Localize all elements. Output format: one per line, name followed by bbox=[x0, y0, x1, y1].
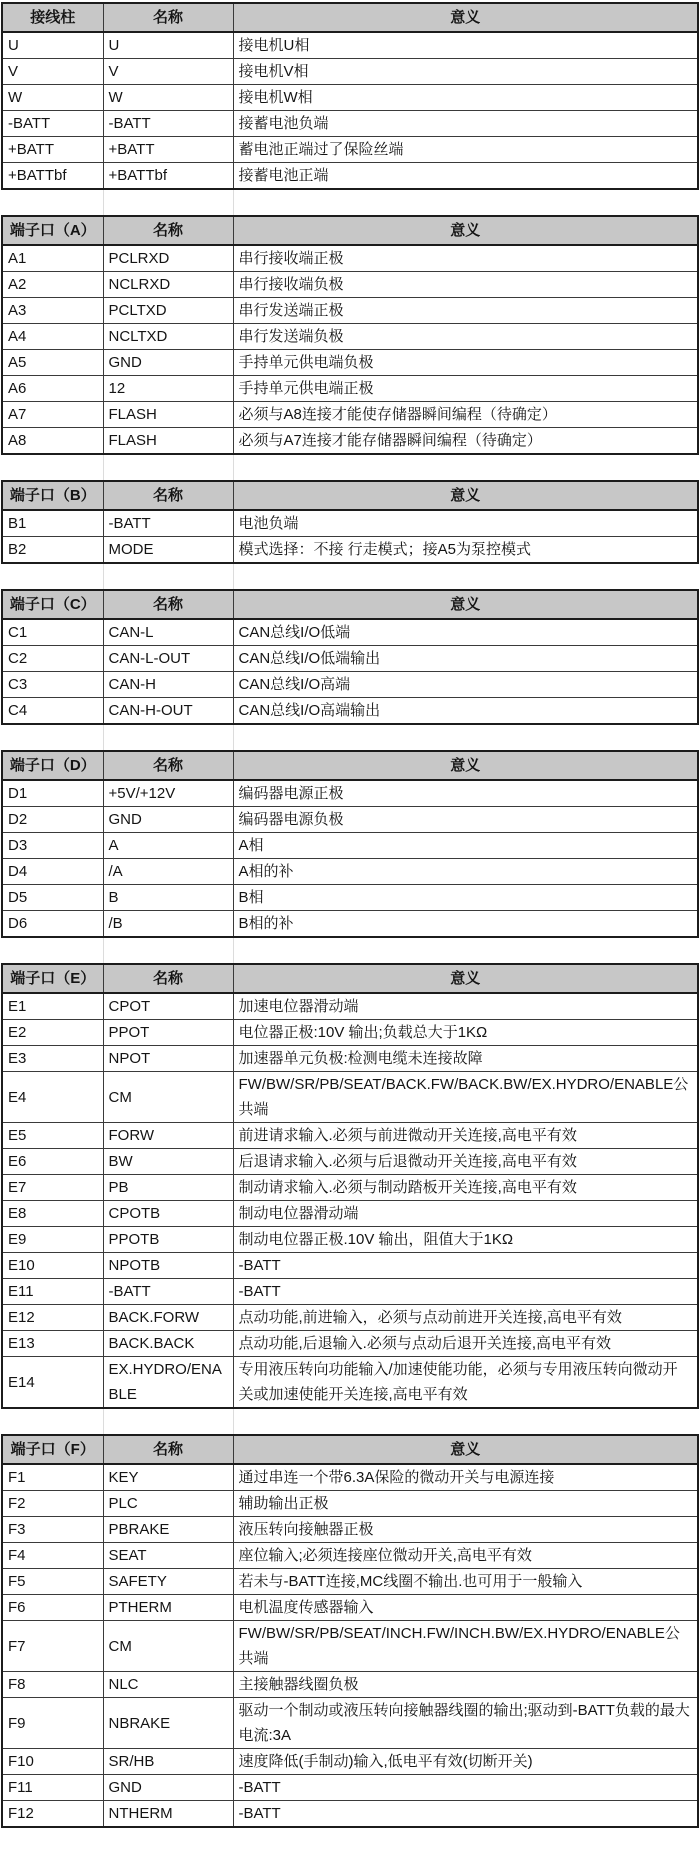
cell-meaning: 主接触器线圈负极 bbox=[233, 1672, 698, 1698]
cell-name: PPOT bbox=[103, 1020, 233, 1046]
cell-meaning: CAN总线I/O高端输出 bbox=[233, 698, 698, 725]
cell-name: +BATT bbox=[103, 137, 233, 163]
cell-meaning: 座位输入;必须连接座位微动开关,高电平有效 bbox=[233, 1543, 698, 1569]
cell-name: CPOTB bbox=[103, 1201, 233, 1227]
cell-pin: F6 bbox=[2, 1595, 103, 1621]
cell-name: NBRAKE bbox=[103, 1698, 233, 1749]
cell-meaning: 电位器正极:10V 输出;负载总大于1KΩ bbox=[233, 1020, 698, 1046]
pin-table-port-d bbox=[1, 750, 699, 938]
header-cell-meaning: 意义 bbox=[233, 1435, 698, 1464]
cell-name: NLC bbox=[103, 1672, 233, 1698]
table-row bbox=[2, 672, 698, 698]
table-row bbox=[2, 1175, 698, 1201]
table-row bbox=[2, 1123, 698, 1149]
cell-name: PPOTB bbox=[103, 1227, 233, 1253]
cell-meaning: 制动电位器正极.10V 输出，阻值大于1KΩ bbox=[233, 1227, 698, 1253]
cell-meaning: 电机温度传感器输入 bbox=[233, 1595, 698, 1621]
table-row bbox=[2, 1698, 698, 1749]
table-row bbox=[2, 807, 698, 833]
cell-meaning: 手持单元供电端负极 bbox=[233, 350, 698, 376]
cell-meaning: -BATT bbox=[233, 1253, 698, 1279]
cell-pin: F5 bbox=[2, 1569, 103, 1595]
cell-pin: A8 bbox=[2, 428, 103, 455]
cell-meaning: FW/BW/SR/PB/SEAT/BACK.FW/BACK.BW/EX.HYDRO/ENABLE公共端 bbox=[233, 1072, 698, 1123]
table-row bbox=[2, 646, 698, 672]
header-cell-meaning: 意义 bbox=[233, 481, 698, 510]
pin-table-port-e bbox=[1, 963, 699, 1409]
cell-meaning: FW/BW/SR/PB/SEAT/INCH.FW/INCH.BW/EX.HYDRO/ENABLE公共端 bbox=[233, 1621, 698, 1672]
header-cell-meaning: 意义 bbox=[233, 216, 698, 245]
cell-pin: A1 bbox=[2, 245, 103, 272]
cell-name: KEY bbox=[103, 1464, 233, 1491]
cell-pin: A4 bbox=[2, 324, 103, 350]
cell-pin: F7 bbox=[2, 1621, 103, 1672]
cell-name: MODE bbox=[103, 537, 233, 564]
table-row bbox=[2, 1357, 698, 1409]
cell-pin: E5 bbox=[2, 1123, 103, 1149]
cell-pin: B1 bbox=[2, 510, 103, 537]
cell-name: EX.HYDRO/ENABLE bbox=[103, 1357, 233, 1409]
cell-name: NTHERM bbox=[103, 1801, 233, 1828]
cell-meaning: 必须与A7连接才能存储器瞬间编程（待确定） bbox=[233, 428, 698, 455]
cell-meaning: 接蓄电池负端 bbox=[233, 111, 698, 137]
cell-pin: E4 bbox=[2, 1072, 103, 1123]
cell-name: GND bbox=[103, 807, 233, 833]
cell-name: SEAT bbox=[103, 1543, 233, 1569]
header-cell-name: 名称 bbox=[103, 3, 233, 32]
cell-meaning: 通过串连一个带6.3A保险的微动开关与电源连接 bbox=[233, 1464, 698, 1491]
table-row bbox=[2, 911, 698, 938]
pin-table-port-f bbox=[1, 1434, 699, 1828]
cell-name: PLC bbox=[103, 1491, 233, 1517]
cell-name: -BATT bbox=[103, 510, 233, 537]
gap-gridline bbox=[103, 455, 104, 480]
table-row bbox=[2, 85, 698, 111]
cell-name: CAN-H-OUT bbox=[103, 698, 233, 725]
cell-name: FORW bbox=[103, 1123, 233, 1149]
header-cell-port: 端子口（C） bbox=[2, 590, 103, 619]
cell-meaning: 必须与A8连接才能使存储器瞬间编程（待确定） bbox=[233, 402, 698, 428]
cell-meaning: 专用液压转向功能输入/加速使能功能，必须与专用液压转向微动开关或加速使能开关连接,高电平有效 bbox=[233, 1357, 698, 1409]
cell-pin: E7 bbox=[2, 1175, 103, 1201]
table-row bbox=[2, 350, 698, 376]
table-row bbox=[2, 163, 698, 190]
table-row bbox=[2, 1672, 698, 1698]
pin-table-port-a bbox=[1, 215, 699, 455]
gap-gridline bbox=[233, 564, 234, 589]
table-row bbox=[2, 1046, 698, 1072]
cell-name: -BATT bbox=[103, 1279, 233, 1305]
cell-pin: E9 bbox=[2, 1227, 103, 1253]
table-row bbox=[2, 298, 698, 324]
gap-gridline bbox=[233, 455, 234, 480]
cell-pin: F2 bbox=[2, 1491, 103, 1517]
cell-meaning: -BATT bbox=[233, 1801, 698, 1828]
cell-pin: C1 bbox=[2, 619, 103, 646]
cell-name: NPOTB bbox=[103, 1253, 233, 1279]
cell-pin: D6 bbox=[2, 911, 103, 938]
cell-pin: F12 bbox=[2, 1801, 103, 1828]
cell-meaning: 辅助输出正极 bbox=[233, 1491, 698, 1517]
cell-pin: A5 bbox=[2, 350, 103, 376]
cell-pin: E10 bbox=[2, 1253, 103, 1279]
table-row bbox=[2, 1305, 698, 1331]
table-row bbox=[2, 32, 698, 59]
table-row bbox=[2, 698, 698, 725]
cell-meaning: B相的补 bbox=[233, 911, 698, 938]
cell-name: PTHERM bbox=[103, 1595, 233, 1621]
header-row bbox=[2, 216, 698, 245]
gap-gridline bbox=[233, 938, 234, 963]
cell-pin: E2 bbox=[2, 1020, 103, 1046]
table-gap bbox=[1, 725, 699, 750]
header-cell-meaning: 意义 bbox=[233, 964, 698, 993]
gap-gridline bbox=[103, 725, 104, 750]
cell-name: SR/HB bbox=[103, 1749, 233, 1775]
header-row bbox=[2, 481, 698, 510]
table-row bbox=[2, 619, 698, 646]
cell-meaning: 接蓄电池正端 bbox=[233, 163, 698, 190]
cell-pin: D5 bbox=[2, 885, 103, 911]
cell-name: BACK.FORW bbox=[103, 1305, 233, 1331]
cell-pin: A7 bbox=[2, 402, 103, 428]
cell-name: PB bbox=[103, 1175, 233, 1201]
cell-meaning: 点动功能,前进输入，必须与点动前进开关连接,高电平有效 bbox=[233, 1305, 698, 1331]
cell-meaning: 电池负端 bbox=[233, 510, 698, 537]
cell-meaning: A相 bbox=[233, 833, 698, 859]
table-gap bbox=[1, 455, 699, 480]
cell-meaning: 液压转向接触器正极 bbox=[233, 1517, 698, 1543]
cell-meaning: 编码器电源负极 bbox=[233, 807, 698, 833]
table-row bbox=[2, 272, 698, 298]
cell-pin: F9 bbox=[2, 1698, 103, 1749]
cell-name: +BATTbf bbox=[103, 163, 233, 190]
cell-pin: E12 bbox=[2, 1305, 103, 1331]
header-row bbox=[2, 964, 698, 993]
cell-name: +5V/+12V bbox=[103, 780, 233, 807]
cell-meaning: 编码器电源正极 bbox=[233, 780, 698, 807]
table-row bbox=[2, 1569, 698, 1595]
cell-name: /A bbox=[103, 859, 233, 885]
cell-pin: F10 bbox=[2, 1749, 103, 1775]
header-cell-meaning: 意义 bbox=[233, 3, 698, 32]
cell-meaning: 蓄电池正端过了保险丝端 bbox=[233, 137, 698, 163]
cell-pin: E11 bbox=[2, 1279, 103, 1305]
cell-meaning: 制动电位器滑动端 bbox=[233, 1201, 698, 1227]
table-row bbox=[2, 1464, 698, 1491]
table-row bbox=[2, 137, 698, 163]
table-row bbox=[2, 537, 698, 564]
header-cell-name: 名称 bbox=[103, 216, 233, 245]
cell-name: NCLTXD bbox=[103, 324, 233, 350]
cell-meaning: CAN总线I/O低端 bbox=[233, 619, 698, 646]
table-row bbox=[2, 1331, 698, 1357]
table-gap bbox=[1, 564, 699, 589]
header-cell-port: 端子口（D） bbox=[2, 751, 103, 780]
pin-table-port-b bbox=[1, 480, 699, 564]
cell-meaning: 串行发送端正极 bbox=[233, 298, 698, 324]
table-row bbox=[2, 1517, 698, 1543]
cell-name: NPOT bbox=[103, 1046, 233, 1072]
header-cell-port: 端子口（F） bbox=[2, 1435, 103, 1464]
cell-meaning: 串行接收端正极 bbox=[233, 245, 698, 272]
cell-pin: F11 bbox=[2, 1775, 103, 1801]
cell-meaning: 串行接收端负极 bbox=[233, 272, 698, 298]
cell-pin: E1 bbox=[2, 993, 103, 1020]
cell-name: CAN-L-OUT bbox=[103, 646, 233, 672]
cell-meaning: 接电机W相 bbox=[233, 85, 698, 111]
table-row bbox=[2, 510, 698, 537]
cell-pin: E8 bbox=[2, 1201, 103, 1227]
table-row bbox=[2, 111, 698, 137]
cell-meaning: CAN总线I/O高端 bbox=[233, 672, 698, 698]
cell-name: NCLRXD bbox=[103, 272, 233, 298]
cell-name: CM bbox=[103, 1072, 233, 1123]
table-row bbox=[2, 1201, 698, 1227]
cell-meaning: 若未与-BATT连接,MC线圈不输出.也可用于一般输入 bbox=[233, 1569, 698, 1595]
table-row bbox=[2, 376, 698, 402]
cell-pin: U bbox=[2, 32, 103, 59]
cell-pin: F3 bbox=[2, 1517, 103, 1543]
table-row bbox=[2, 859, 698, 885]
table-row bbox=[2, 1253, 698, 1279]
table-row bbox=[2, 59, 698, 85]
gap-gridline bbox=[233, 190, 234, 215]
cell-pin: B2 bbox=[2, 537, 103, 564]
table-row bbox=[2, 1621, 698, 1672]
cell-meaning: 接电机U相 bbox=[233, 32, 698, 59]
header-cell-port: 端子口（B） bbox=[2, 481, 103, 510]
gap-gridline bbox=[103, 190, 104, 215]
cell-name: -BATT bbox=[103, 111, 233, 137]
cell-name: CAN-H bbox=[103, 672, 233, 698]
cell-pin: D3 bbox=[2, 833, 103, 859]
cell-pin: E14 bbox=[2, 1357, 103, 1409]
cell-pin: A2 bbox=[2, 272, 103, 298]
cell-meaning: CAN总线I/O低端输出 bbox=[233, 646, 698, 672]
table-row bbox=[2, 245, 698, 272]
table-row bbox=[2, 780, 698, 807]
cell-name: CM bbox=[103, 1621, 233, 1672]
cell-pin: D1 bbox=[2, 780, 103, 807]
cell-name: U bbox=[103, 32, 233, 59]
cell-name: CPOT bbox=[103, 993, 233, 1020]
table-row bbox=[2, 1227, 698, 1253]
table-gap bbox=[1, 1409, 699, 1434]
cell-pin: +BATTbf bbox=[2, 163, 103, 190]
cell-name: SAFETY bbox=[103, 1569, 233, 1595]
gap-gridline bbox=[103, 938, 104, 963]
table-row bbox=[2, 1749, 698, 1775]
cell-name: BW bbox=[103, 1149, 233, 1175]
cell-name: BACK.BACK bbox=[103, 1331, 233, 1357]
cell-pin: A6 bbox=[2, 376, 103, 402]
header-row bbox=[2, 1435, 698, 1464]
cell-meaning: 加速器单元负极:检测电缆未连接故障 bbox=[233, 1046, 698, 1072]
cell-meaning: 制动请求输入.必须与制动踏板开关连接,高电平有效 bbox=[233, 1175, 698, 1201]
cell-pin: V bbox=[2, 59, 103, 85]
cell-meaning: 串行发送端负极 bbox=[233, 324, 698, 350]
cell-meaning: 驱动一个制动或液压转向接触器线圈的输出;驱动到-BATT负载的最大电流:3A bbox=[233, 1698, 698, 1749]
table-row bbox=[2, 1543, 698, 1569]
table-row bbox=[2, 1775, 698, 1801]
cell-pin: D2 bbox=[2, 807, 103, 833]
cell-name: FLASH bbox=[103, 402, 233, 428]
cell-meaning: A相的补 bbox=[233, 859, 698, 885]
cell-pin: C2 bbox=[2, 646, 103, 672]
cell-meaning: 前进请求输入.必须与前进微动开关连接,高电平有效 bbox=[233, 1123, 698, 1149]
table-row bbox=[2, 324, 698, 350]
table-gap bbox=[1, 190, 699, 215]
cell-pin: +BATT bbox=[2, 137, 103, 163]
cell-meaning: 速度降低(手制动)输入,低电平有效(切断开关) bbox=[233, 1749, 698, 1775]
table-row bbox=[2, 1801, 698, 1828]
table-row bbox=[2, 1020, 698, 1046]
cell-name: A bbox=[103, 833, 233, 859]
table-gap bbox=[1, 938, 699, 963]
gap-gridline bbox=[103, 1409, 104, 1434]
cell-meaning: B相 bbox=[233, 885, 698, 911]
cell-meaning: -BATT bbox=[233, 1279, 698, 1305]
cell-name: W bbox=[103, 85, 233, 111]
cell-name: FLASH bbox=[103, 428, 233, 455]
header-row bbox=[2, 751, 698, 780]
cell-name: 12 bbox=[103, 376, 233, 402]
header-cell-name: 名称 bbox=[103, 590, 233, 619]
cell-pin: F1 bbox=[2, 1464, 103, 1491]
cell-meaning: 点动功能,后退输入.必须与点动后退开关连接,高电平有效 bbox=[233, 1331, 698, 1357]
table-row bbox=[2, 1491, 698, 1517]
cell-name: B bbox=[103, 885, 233, 911]
cell-name: /B bbox=[103, 911, 233, 938]
cell-pin: A3 bbox=[2, 298, 103, 324]
cell-pin: -BATT bbox=[2, 111, 103, 137]
cell-name: GND bbox=[103, 1775, 233, 1801]
cell-pin: W bbox=[2, 85, 103, 111]
header-cell-port: 端子口（A） bbox=[2, 216, 103, 245]
cell-meaning: 接电机V相 bbox=[233, 59, 698, 85]
table-row bbox=[2, 428, 698, 455]
header-cell-name: 名称 bbox=[103, 964, 233, 993]
cell-name: GND bbox=[103, 350, 233, 376]
cell-meaning: 模式选择：不接 行走模式；接A5为泵控模式 bbox=[233, 537, 698, 564]
header-cell-meaning: 意义 bbox=[233, 751, 698, 780]
pin-table-terminal-posts bbox=[1, 2, 699, 190]
cell-meaning: 加速电位器滑动端 bbox=[233, 993, 698, 1020]
cell-pin: C3 bbox=[2, 672, 103, 698]
cell-pin: F8 bbox=[2, 1672, 103, 1698]
header-cell-port: 端子口（E） bbox=[2, 964, 103, 993]
cell-pin: E13 bbox=[2, 1331, 103, 1357]
cell-pin: E3 bbox=[2, 1046, 103, 1072]
gap-gridline bbox=[233, 1409, 234, 1434]
cell-pin: D4 bbox=[2, 859, 103, 885]
cell-name: PCLRXD bbox=[103, 245, 233, 272]
cell-name: V bbox=[103, 59, 233, 85]
cell-name: CAN-L bbox=[103, 619, 233, 646]
table-row bbox=[2, 1072, 698, 1123]
gap-gridline bbox=[103, 564, 104, 589]
table-row bbox=[2, 1149, 698, 1175]
cell-pin: F4 bbox=[2, 1543, 103, 1569]
header-row bbox=[2, 590, 698, 619]
table-row bbox=[2, 402, 698, 428]
header-cell-name: 名称 bbox=[103, 751, 233, 780]
table-row bbox=[2, 885, 698, 911]
cell-meaning: 手持单元供电端正极 bbox=[233, 376, 698, 402]
cell-meaning: 后退请求输入.必须与后退微动开关连接,高电平有效 bbox=[233, 1149, 698, 1175]
cell-pin: E6 bbox=[2, 1149, 103, 1175]
pin-table-port-c bbox=[1, 589, 699, 725]
cell-name: PBRAKE bbox=[103, 1517, 233, 1543]
cell-meaning: -BATT bbox=[233, 1775, 698, 1801]
table-row bbox=[2, 833, 698, 859]
header-row bbox=[2, 3, 698, 32]
table-row bbox=[2, 993, 698, 1020]
table-row bbox=[2, 1279, 698, 1305]
gap-gridline bbox=[233, 725, 234, 750]
header-cell-name: 名称 bbox=[103, 481, 233, 510]
cell-pin: C4 bbox=[2, 698, 103, 725]
header-cell-port: 接线柱 bbox=[2, 3, 103, 32]
cell-name: PCLTXD bbox=[103, 298, 233, 324]
table-row bbox=[2, 1595, 698, 1621]
header-cell-meaning: 意义 bbox=[233, 590, 698, 619]
header-cell-name: 名称 bbox=[103, 1435, 233, 1464]
